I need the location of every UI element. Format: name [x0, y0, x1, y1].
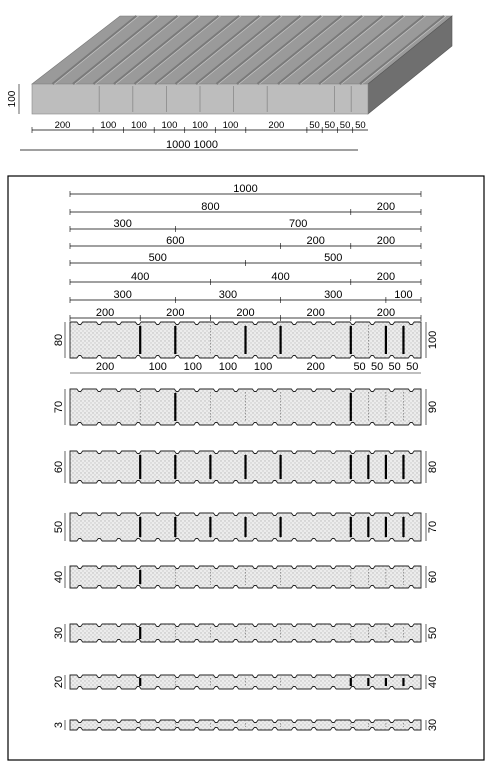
mid-dim-label: 100	[183, 361, 203, 373]
profile-section	[53, 566, 439, 588]
dim-row-label: 200	[376, 201, 396, 213]
block-dim-label: 50	[324, 120, 336, 131]
dim-row-label: 200	[166, 307, 185, 319]
block-dim-label: 50	[309, 120, 320, 131]
block-dim-label: 100	[161, 120, 178, 131]
block-dim-label: 100	[100, 120, 117, 131]
profile-section	[53, 451, 439, 483]
mid-dim-label: 100	[218, 361, 238, 373]
block-dim-label: 50	[339, 120, 351, 131]
profile-left-height: 80	[53, 333, 65, 347]
mid-dim-label: 50	[388, 361, 401, 373]
profile-left-height: 3	[53, 721, 65, 729]
mid-dim-label: 50	[406, 361, 419, 373]
profile-right-height: 60	[427, 570, 439, 584]
dim-row-label: 200	[95, 307, 115, 319]
dim-row-label: 400	[131, 271, 150, 283]
dim-row-label: 300	[113, 218, 132, 230]
block-dim-label: 100	[222, 120, 239, 131]
dim-row-label: 300	[218, 289, 238, 301]
profile-left-height: 70	[53, 400, 65, 414]
profile-sections	[53, 322, 439, 731]
dim-row-label: 200	[376, 307, 396, 319]
profile-right-height: 30	[427, 718, 439, 732]
profile-left-height: 20	[53, 675, 65, 689]
profile-right-height: 70	[427, 520, 439, 534]
mid-dim-label: 100	[148, 361, 167, 373]
dim-row-label: 300	[324, 289, 343, 301]
profile-right-height: 100	[427, 330, 439, 350]
profile-right-height: 80	[427, 460, 439, 474]
profile-body	[70, 720, 421, 730]
profile-section	[53, 513, 439, 541]
profile-section	[53, 389, 439, 425]
dim-row-label: 400	[271, 271, 290, 283]
block-dim-label: 100	[192, 120, 208, 131]
profile-left-height: 50	[53, 520, 65, 534]
profile-right-height: 90	[427, 400, 439, 414]
block-dim-label: 200	[54, 120, 71, 131]
mid-dim-label: 100	[253, 361, 273, 373]
mid-dim-label: 200	[95, 361, 115, 373]
block-total-label: 1000 1000	[166, 139, 218, 151]
block-dim-label: 100	[130, 120, 147, 131]
dim-row-label: 200	[306, 307, 325, 319]
dim-row-label: 200	[376, 271, 396, 283]
mid-dim-label: 50	[371, 361, 384, 373]
dim-row-label: 500	[148, 252, 167, 264]
dim-row-label: 200	[236, 307, 255, 319]
dim-row-label: 100	[394, 289, 413, 301]
dim-row-label: 300	[113, 289, 132, 301]
block-dimension-labels	[32, 120, 366, 133]
block-height-label: 100	[7, 90, 18, 108]
dim-row-label: 500	[324, 252, 343, 264]
block-dim-label: 50	[355, 120, 366, 131]
profile-left-height: 30	[53, 626, 65, 640]
block-dim-label: 200	[268, 120, 285, 131]
dim-row-label: 200	[306, 235, 325, 247]
dim-row-label: 200	[376, 235, 396, 247]
profile-section	[53, 719, 439, 731]
profile-section	[53, 675, 439, 689]
dim-row-label: 600	[166, 235, 185, 247]
dim-row-label: 800	[201, 201, 220, 213]
dim-row-label: 700	[288, 218, 308, 230]
dimension-rows	[70, 183, 421, 321]
profile-left-height: 40	[53, 570, 65, 584]
profile-right-height: 40	[427, 675, 439, 689]
dim-row-label: 1000	[233, 183, 258, 195]
profile-section	[53, 624, 439, 642]
profile-right-height: 50	[427, 626, 439, 640]
profile-section	[53, 322, 439, 358]
profile-left-height: 60	[53, 460, 65, 474]
middle-dimension-row	[70, 361, 421, 373]
mid-dim-label: 50	[353, 361, 366, 373]
block-3d	[32, 16, 452, 114]
mid-dim-label: 200	[306, 361, 325, 373]
